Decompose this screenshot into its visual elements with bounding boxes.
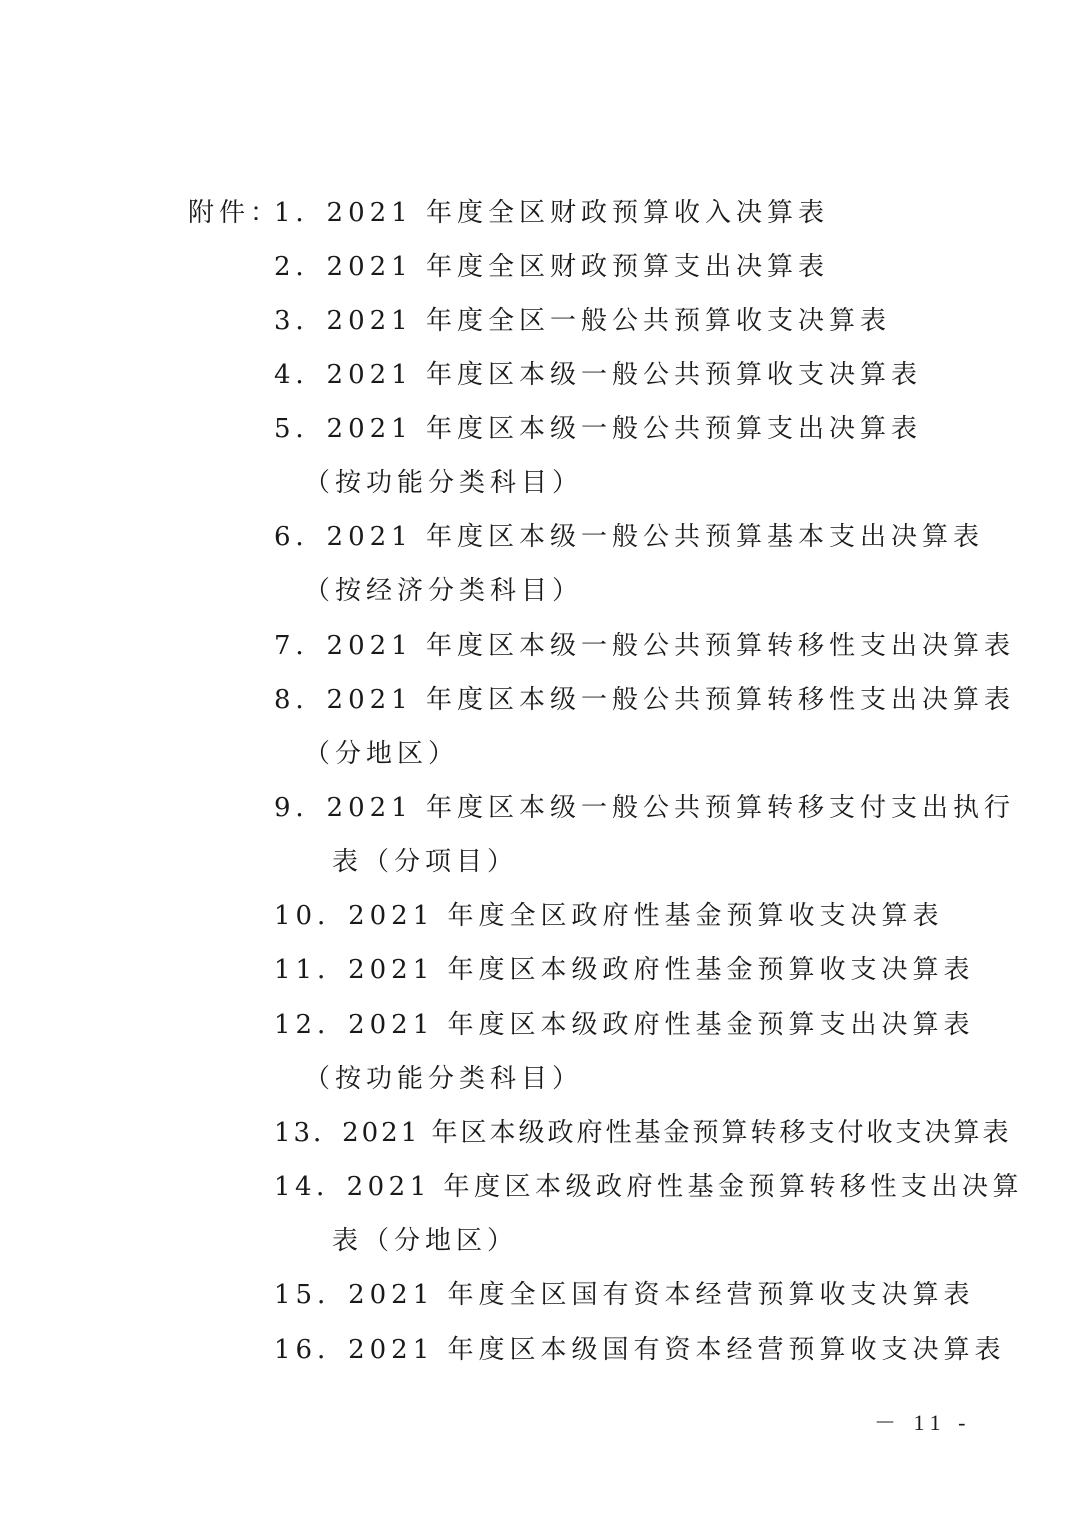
list-item: 3．2021 年度全区一般公共预算收支决算表 xyxy=(274,306,891,336)
list-item-continuation: （按经济分类科目） xyxy=(304,576,584,606)
list-item: 15．2021 年度全区国有资本经营预算收支决算表 xyxy=(274,1280,975,1310)
list-item: 12．2021 年度区本级政府性基金预算支出决算表 xyxy=(274,1010,975,1040)
list-item: 16．2021 年度区本级国有资本经营预算收支决算表 xyxy=(274,1335,1006,1365)
list-item: 10．2021 年度全区政府性基金预算收支决算表 xyxy=(274,901,944,931)
list-item: 14．2021 年度区本级政府性基金预算转移性支出决算 xyxy=(274,1172,1024,1202)
list-item: 8．2021 年度区本级一般公共预算转移性支出决算表 xyxy=(274,685,1015,715)
list-item: 2．2021 年度全区财政预算支出决算表 xyxy=(274,252,829,282)
list-item-continuation: （按功能分类科目） xyxy=(304,1064,584,1094)
list-item-continuation: （分地区） xyxy=(304,739,460,769)
page-number: － 11 - xyxy=(874,1410,972,1435)
list-item: 5．2021 年度区本级一般公共预算支出决算表 xyxy=(274,414,922,444)
list-item-continuation: 表（分项目） xyxy=(332,847,519,877)
list-item: 11．2021 年度区本级政府性基金预算收支决算表 xyxy=(274,955,975,985)
attachments-label: 附件： xyxy=(188,198,282,228)
list-item: 4．2021 年度区本级一般公共预算收支决算表 xyxy=(274,360,922,390)
list-item-continuation: （按功能分类科目） xyxy=(304,468,584,498)
list-item: 9．2021 年度区本级一般公共预算转移支付支出执行 xyxy=(274,793,1015,823)
list-item-continuation: 表（分地区） xyxy=(332,1226,519,1256)
list-item: 6．2021 年度区本级一般公共预算基本支出决算表 xyxy=(274,522,984,552)
list-item: 7．2021 年度区本级一般公共预算转移性支出决算表 xyxy=(274,631,1015,661)
list-item: 13．2021 年区本级政府性基金预算转移支付收支决算表 xyxy=(274,1118,1012,1148)
list-item: 1．2021 年度全区财政预算收入决算表 xyxy=(274,198,829,228)
